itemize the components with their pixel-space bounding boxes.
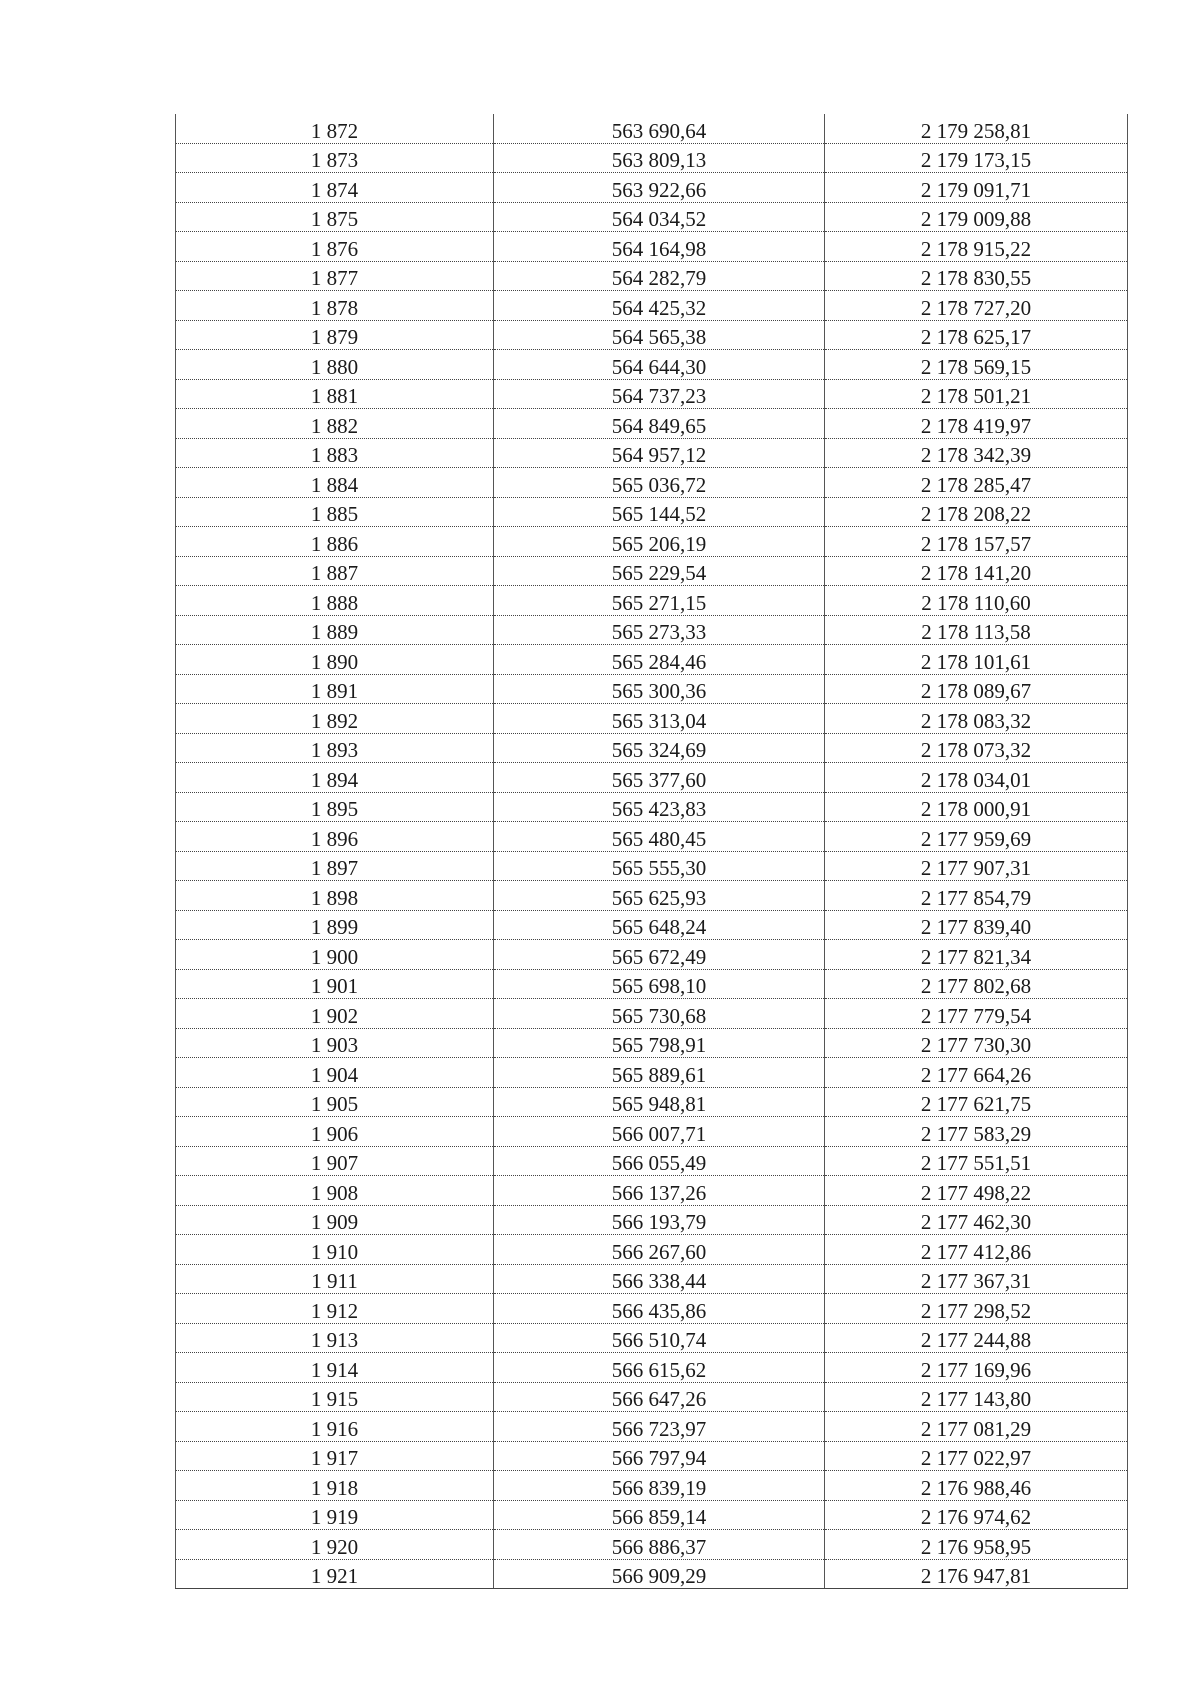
point-number-cell: 1 894	[176, 763, 494, 793]
x-coordinate-cell: 565 377,60	[494, 763, 825, 793]
table-row	[176, 261, 1128, 291]
x-coordinate-cell: 565 284,46	[494, 645, 825, 675]
point-number-cell: 1 915	[176, 1382, 494, 1412]
point-number-cell: 1 903	[176, 1028, 494, 1058]
point-number-cell: 1 899	[176, 910, 494, 940]
table-row	[176, 232, 1128, 262]
point-number-cell: 1 910	[176, 1235, 494, 1265]
y-coordinate-cell: 2 176 958,95	[825, 1530, 1128, 1560]
x-coordinate-cell: 563 922,66	[494, 173, 825, 203]
y-coordinate-cell: 2 177 802,68	[825, 969, 1128, 999]
table-row	[176, 556, 1128, 586]
table-row	[176, 645, 1128, 675]
y-coordinate-cell: 2 177 462,30	[825, 1205, 1128, 1235]
point-number-cell: 1 874	[176, 173, 494, 203]
x-coordinate-cell: 564 565,38	[494, 320, 825, 350]
table-row	[176, 438, 1128, 468]
table-row	[176, 1353, 1128, 1383]
point-number-cell: 1 920	[176, 1530, 494, 1560]
point-number-cell: 1 887	[176, 556, 494, 586]
table-row	[176, 1264, 1128, 1294]
table-row	[176, 910, 1128, 940]
x-coordinate-cell: 566 909,29	[494, 1559, 825, 1589]
y-coordinate-cell: 2 177 298,52	[825, 1294, 1128, 1324]
y-coordinate-cell: 2 177 854,79	[825, 881, 1128, 911]
y-coordinate-cell: 2 176 974,62	[825, 1500, 1128, 1530]
point-number-cell: 1 889	[176, 615, 494, 645]
y-coordinate-cell: 2 177 143,80	[825, 1382, 1128, 1412]
y-coordinate-cell: 2 178 625,17	[825, 320, 1128, 350]
point-number-cell: 1 882	[176, 409, 494, 439]
y-coordinate-cell: 2 177 412,86	[825, 1235, 1128, 1265]
table-row	[176, 1382, 1128, 1412]
y-coordinate-cell: 2 177 730,30	[825, 1028, 1128, 1058]
table-row	[176, 468, 1128, 498]
x-coordinate-cell: 565 300,36	[494, 674, 825, 704]
table-row	[176, 1471, 1128, 1501]
y-coordinate-cell: 2 179 173,15	[825, 143, 1128, 173]
y-coordinate-cell: 2 178 110,60	[825, 586, 1128, 616]
table-row	[176, 1146, 1128, 1176]
table-row	[176, 291, 1128, 321]
point-number-cell: 1 884	[176, 468, 494, 498]
x-coordinate-cell: 564 282,79	[494, 261, 825, 291]
y-coordinate-cell: 2 177 498,22	[825, 1176, 1128, 1206]
point-number-cell: 1 913	[176, 1323, 494, 1353]
point-number-cell: 1 892	[176, 704, 494, 734]
point-number-cell: 1 900	[176, 940, 494, 970]
y-coordinate-cell: 2 178 089,67	[825, 674, 1128, 704]
x-coordinate-cell: 564 737,23	[494, 379, 825, 409]
point-number-cell: 1 873	[176, 143, 494, 173]
table-row	[176, 999, 1128, 1029]
point-number-cell: 1 902	[176, 999, 494, 1029]
table-row	[176, 1028, 1128, 1058]
table-row	[176, 615, 1128, 645]
table-row	[176, 409, 1128, 439]
point-number-cell: 1 876	[176, 232, 494, 262]
table-row	[176, 763, 1128, 793]
point-number-cell: 1 917	[176, 1441, 494, 1471]
point-number-cell: 1 888	[176, 586, 494, 616]
y-coordinate-cell: 2 177 779,54	[825, 999, 1128, 1029]
x-coordinate-cell: 565 229,54	[494, 556, 825, 586]
y-coordinate-cell: 2 178 101,61	[825, 645, 1128, 675]
x-coordinate-cell: 565 555,30	[494, 851, 825, 881]
table-row	[176, 143, 1128, 173]
y-coordinate-cell: 2 178 000,91	[825, 792, 1128, 822]
table-row	[176, 1500, 1128, 1530]
x-coordinate-cell: 565 480,45	[494, 822, 825, 852]
x-coordinate-cell: 565 144,52	[494, 497, 825, 527]
x-coordinate-cell: 565 271,15	[494, 586, 825, 616]
point-number-cell: 1 893	[176, 733, 494, 763]
x-coordinate-cell: 564 957,12	[494, 438, 825, 468]
y-coordinate-cell: 2 178 157,57	[825, 527, 1128, 557]
point-number-cell: 1 919	[176, 1500, 494, 1530]
table-row	[176, 586, 1128, 616]
y-coordinate-cell: 2 178 034,01	[825, 763, 1128, 793]
point-number-cell: 1 891	[176, 674, 494, 704]
table-row	[176, 527, 1128, 557]
table-row	[176, 1087, 1128, 1117]
x-coordinate-cell: 565 798,91	[494, 1028, 825, 1058]
point-number-cell: 1 904	[176, 1058, 494, 1088]
table-row	[176, 202, 1128, 232]
y-coordinate-cell: 2 177 664,26	[825, 1058, 1128, 1088]
x-coordinate-cell: 565 423,83	[494, 792, 825, 822]
table-row	[176, 792, 1128, 822]
point-number-cell: 1 907	[176, 1146, 494, 1176]
x-coordinate-cell: 563 809,13	[494, 143, 825, 173]
y-coordinate-cell: 2 177 367,31	[825, 1264, 1128, 1294]
point-number-cell: 1 878	[176, 291, 494, 321]
table-row	[176, 1205, 1128, 1235]
x-coordinate-cell: 566 886,37	[494, 1530, 825, 1560]
x-coordinate-cell: 566 137,26	[494, 1176, 825, 1206]
point-number-cell: 1 879	[176, 320, 494, 350]
point-number-cell: 1 912	[176, 1294, 494, 1324]
y-coordinate-cell: 2 176 947,81	[825, 1559, 1128, 1589]
y-coordinate-cell: 2 177 081,29	[825, 1412, 1128, 1442]
x-coordinate-cell: 565 698,10	[494, 969, 825, 999]
point-number-cell: 1 909	[176, 1205, 494, 1235]
x-coordinate-cell: 564 164,98	[494, 232, 825, 262]
y-coordinate-cell: 2 179 091,71	[825, 173, 1128, 203]
table-row	[176, 1412, 1128, 1442]
point-number-cell: 1 886	[176, 527, 494, 557]
y-coordinate-cell: 2 178 830,55	[825, 261, 1128, 291]
point-number-cell: 1 896	[176, 822, 494, 852]
x-coordinate-cell: 565 206,19	[494, 527, 825, 557]
table-row	[176, 1176, 1128, 1206]
coordinates-table-body	[176, 114, 1128, 1589]
x-coordinate-cell: 566 267,60	[494, 1235, 825, 1265]
table-row	[176, 1294, 1128, 1324]
x-coordinate-cell: 565 273,33	[494, 615, 825, 645]
point-number-cell: 1 911	[176, 1264, 494, 1294]
x-coordinate-cell: 566 647,26	[494, 1382, 825, 1412]
point-number-cell: 1 883	[176, 438, 494, 468]
x-coordinate-cell: 566 723,97	[494, 1412, 825, 1442]
y-coordinate-cell: 2 178 113,58	[825, 615, 1128, 645]
table-row	[176, 733, 1128, 763]
x-coordinate-cell: 565 036,72	[494, 468, 825, 498]
table-row	[176, 1323, 1128, 1353]
table-row	[176, 822, 1128, 852]
table-row	[176, 173, 1128, 203]
table-row	[176, 1559, 1128, 1589]
x-coordinate-cell: 564 425,32	[494, 291, 825, 321]
y-coordinate-cell: 2 177 821,34	[825, 940, 1128, 970]
point-number-cell: 1 875	[176, 202, 494, 232]
x-coordinate-cell: 565 889,61	[494, 1058, 825, 1088]
x-coordinate-cell: 565 672,49	[494, 940, 825, 970]
table-row	[176, 1058, 1128, 1088]
y-coordinate-cell: 2 178 083,32	[825, 704, 1128, 734]
table-row	[176, 674, 1128, 704]
y-coordinate-cell: 2 178 342,39	[825, 438, 1128, 468]
y-coordinate-cell: 2 179 009,88	[825, 202, 1128, 232]
y-coordinate-cell: 2 178 727,20	[825, 291, 1128, 321]
point-number-cell: 1 898	[176, 881, 494, 911]
y-coordinate-cell: 2 177 244,88	[825, 1323, 1128, 1353]
x-coordinate-cell: 565 324,69	[494, 733, 825, 763]
x-coordinate-cell: 566 839,19	[494, 1471, 825, 1501]
table-row	[176, 350, 1128, 380]
table-row	[176, 704, 1128, 734]
x-coordinate-cell: 564 034,52	[494, 202, 825, 232]
x-coordinate-cell: 566 859,14	[494, 1500, 825, 1530]
point-number-cell: 1 877	[176, 261, 494, 291]
table-row	[176, 940, 1128, 970]
table-row	[176, 320, 1128, 350]
x-coordinate-cell: 565 648,24	[494, 910, 825, 940]
table-row	[176, 114, 1128, 143]
x-coordinate-cell: 566 007,71	[494, 1117, 825, 1147]
coordinates-table	[175, 114, 1128, 1589]
point-number-cell: 1 872	[176, 114, 494, 143]
x-coordinate-cell: 566 510,74	[494, 1323, 825, 1353]
point-number-cell: 1 897	[176, 851, 494, 881]
y-coordinate-cell: 2 177 959,69	[825, 822, 1128, 852]
point-number-cell: 1 880	[176, 350, 494, 380]
point-number-cell: 1 908	[176, 1176, 494, 1206]
y-coordinate-cell: 2 176 988,46	[825, 1471, 1128, 1501]
y-coordinate-cell: 2 179 258,81	[825, 114, 1128, 143]
table-row	[176, 969, 1128, 999]
x-coordinate-cell: 566 055,49	[494, 1146, 825, 1176]
y-coordinate-cell: 2 177 169,96	[825, 1353, 1128, 1383]
point-number-cell: 1 905	[176, 1087, 494, 1117]
table-row	[176, 1441, 1128, 1471]
table-row	[176, 1117, 1128, 1147]
y-coordinate-cell: 2 177 583,29	[825, 1117, 1128, 1147]
point-number-cell: 1 895	[176, 792, 494, 822]
y-coordinate-cell: 2 178 208,22	[825, 497, 1128, 527]
y-coordinate-cell: 2 178 285,47	[825, 468, 1128, 498]
y-coordinate-cell: 2 178 501,21	[825, 379, 1128, 409]
x-coordinate-cell: 565 730,68	[494, 999, 825, 1029]
table-row	[176, 1530, 1128, 1560]
point-number-cell: 1 914	[176, 1353, 494, 1383]
point-number-cell: 1 901	[176, 969, 494, 999]
x-coordinate-cell: 566 435,86	[494, 1294, 825, 1324]
x-coordinate-cell: 566 193,79	[494, 1205, 825, 1235]
x-coordinate-cell: 565 948,81	[494, 1087, 825, 1117]
x-coordinate-cell: 566 338,44	[494, 1264, 825, 1294]
x-coordinate-cell: 566 797,94	[494, 1441, 825, 1471]
y-coordinate-cell: 2 178 073,32	[825, 733, 1128, 763]
y-coordinate-cell: 2 177 839,40	[825, 910, 1128, 940]
y-coordinate-cell: 2 177 022,97	[825, 1441, 1128, 1471]
x-coordinate-cell: 564 644,30	[494, 350, 825, 380]
table-row	[176, 1235, 1128, 1265]
point-number-cell: 1 885	[176, 497, 494, 527]
x-coordinate-cell: 563 690,64	[494, 114, 825, 143]
table-row	[176, 497, 1128, 527]
x-coordinate-cell: 566 615,62	[494, 1353, 825, 1383]
table-row	[176, 379, 1128, 409]
table-row	[176, 851, 1128, 881]
point-number-cell: 1 921	[176, 1559, 494, 1589]
y-coordinate-cell: 2 178 569,15	[825, 350, 1128, 380]
x-coordinate-cell: 565 313,04	[494, 704, 825, 734]
y-coordinate-cell: 2 178 141,20	[825, 556, 1128, 586]
y-coordinate-cell: 2 177 621,75	[825, 1087, 1128, 1117]
x-coordinate-cell: 564 849,65	[494, 409, 825, 439]
y-coordinate-cell: 2 177 551,51	[825, 1146, 1128, 1176]
y-coordinate-cell: 2 177 907,31	[825, 851, 1128, 881]
y-coordinate-cell: 2 178 915,22	[825, 232, 1128, 262]
table-row	[176, 881, 1128, 911]
point-number-cell: 1 916	[176, 1412, 494, 1442]
y-coordinate-cell: 2 178 419,97	[825, 409, 1128, 439]
point-number-cell: 1 906	[176, 1117, 494, 1147]
x-coordinate-cell: 565 625,93	[494, 881, 825, 911]
point-number-cell: 1 890	[176, 645, 494, 675]
point-number-cell: 1 881	[176, 379, 494, 409]
point-number-cell: 1 918	[176, 1471, 494, 1501]
